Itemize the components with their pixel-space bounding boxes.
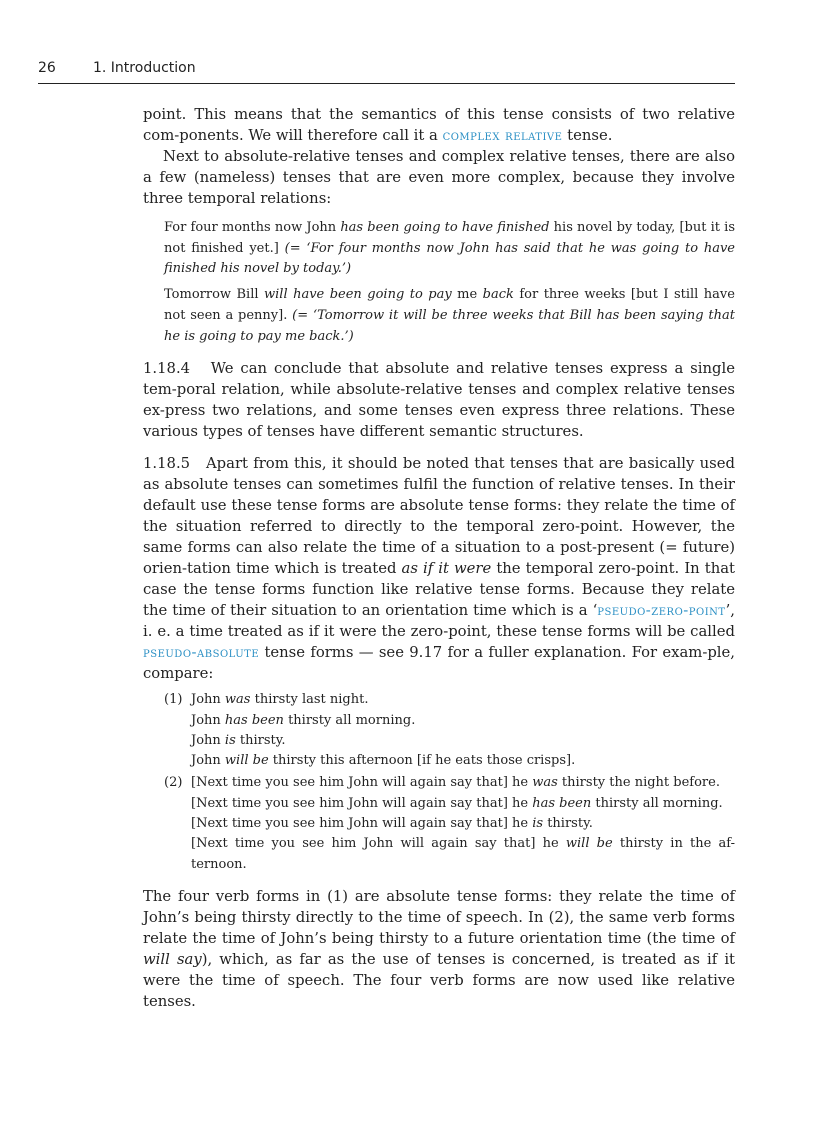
example-bill	[164, 285, 735, 347]
paragraph-1-18-4	[143, 358, 735, 442]
section-title: 1. Introduction	[93, 60, 196, 76]
text-run: the temporal zero-point. In that case the tense forms function like relative tense forms. Because they relate the time of their situation to an orientation time which is a ‘	[143, 560, 735, 620]
text-run: [Next time you see him John will again say that] he	[191, 836, 566, 852]
term-pseudo-absolute: pseudo-absolute	[143, 644, 260, 662]
text-run: Apart from this, it should be noted that tenses that are basically used as absolute tenses can sometimes fulfil the function of relative tenses. In their default use these tense forms are absolute tense forms: they relate the time of the situation referred to directly to the temporal zero-point. However, the same forms can also relate the time of a situation to a post-present (= future) orien-tation time which is treated	[143, 455, 735, 578]
text-run: ’, i. e. a time treated as if it were the zero-point, these tense forms will be called	[143, 602, 735, 641]
text-run: his novel by today, [but it is not finished yet.]	[164, 220, 735, 256]
italic-run: will say	[143, 950, 202, 968]
italic-run: (= ‘Tomorrow it will be three weeks that Bill has been saying that he is going to pay me back.’)	[164, 307, 735, 344]
example-line	[191, 731, 735, 751]
italic-run: has been	[224, 712, 284, 728]
text-run: tense forms — see 9.17 for a fuller explanation. For exam-ple, compare:	[143, 644, 735, 683]
example-line	[191, 773, 735, 793]
example-line	[191, 794, 735, 814]
italic-run: as if it were	[401, 560, 492, 578]
text-run: thirsty.	[235, 732, 286, 748]
italic-run: will be	[565, 836, 613, 852]
text-run: [Next time you see him John will again say that] he	[191, 795, 533, 811]
example-label: (2)	[164, 775, 183, 791]
term-complex-relative: complex relative	[442, 127, 563, 144]
section-number: 1.18.4	[143, 360, 191, 378]
paragraph-1-18-5	[143, 453, 735, 684]
italic-run: has been	[532, 795, 592, 811]
text-run: thirsty in the af-ternoon.	[191, 836, 735, 872]
text-run: John	[191, 712, 225, 728]
italic-run: was	[532, 775, 558, 791]
example-line	[191, 711, 735, 731]
italic-run: is	[224, 732, 236, 748]
text-run: thirsty all morning.	[283, 712, 416, 728]
text-run: For four months now John	[164, 220, 341, 235]
italic-run: is	[532, 816, 544, 831]
section-number: 1.18.5	[143, 455, 191, 473]
italic-run: will be	[224, 753, 269, 769]
text-run: point. This means that the semantics of this tense consists of two relative com-ponents. We will therefore call it a	[143, 106, 735, 144]
example-label: (1)	[164, 692, 183, 708]
text-run: me	[451, 287, 483, 303]
text-run: [Next time you see him John will again say that] he	[191, 816, 533, 831]
text-run: thirsty the night before.	[557, 775, 720, 791]
text-run: [Next time you see him John will again say that] he	[191, 775, 533, 791]
paragraph-three-relations: Next to absolute-relative tenses and complex relative tenses, there are also a few (nameless) tenses that are even more complex, because they involve three temporal relations:	[143, 148, 735, 207]
text-run: thirsty all morning.	[591, 795, 723, 811]
numbered-examples	[143, 690, 735, 875]
paragraph-conclusion	[143, 886, 735, 1012]
text-run: John	[191, 753, 225, 769]
text-run: Tomorrow Bill	[164, 287, 264, 303]
example-block	[143, 218, 735, 347]
paragraph-continuation	[143, 104, 735, 146]
numbered-example	[164, 690, 735, 771]
example-line	[191, 834, 735, 875]
text-run: for three weeks [but I still have not seen a penny].	[164, 287, 735, 323]
text-run: John	[191, 732, 225, 748]
text-run: We can conclude that absolute and relative tenses express a single tem-poral relation, while absolute-relative tenses and complex relative tenses ex-press two relations, and some tenses even express three relations. These various types of tenses have different semantic structures.	[143, 360, 735, 441]
text-run: The four verb forms in (1) are absolute tense forms: they relate the time of John’s being thirsty directly to the time of speech. In (2), the same verb forms relate the time of John’s being thirsty to a future orientation time (the time of	[143, 887, 735, 947]
page-number: 26	[38, 60, 56, 76]
text-run: John	[191, 692, 225, 708]
term-pseudo-zero-point: pseudo-zero-point	[597, 602, 726, 620]
example-line	[191, 751, 735, 771]
italic-run: has been going to have finished	[340, 220, 550, 235]
italic-run: will have been going to pay	[264, 287, 452, 303]
italic-run: (= ‘For four months now John has said that he was going to have finished his novel by today.’)	[164, 240, 736, 277]
text-run: thirsty.	[543, 816, 593, 831]
example-line	[191, 690, 735, 710]
numbered-example	[164, 773, 735, 874]
example-line	[191, 814, 735, 834]
text-run: tense.	[562, 127, 613, 144]
page-body	[143, 104, 735, 1012]
italic-run: back	[482, 287, 514, 303]
text-run: ), which, as far as the use of tenses is concerned, is treated as if it were the time of speech. The four verb forms are now used like relative tenses.	[143, 950, 735, 1010]
example-john	[164, 218, 735, 280]
text-run: thirsty this afternoon [if he eats those crisps].	[268, 753, 576, 769]
italic-run: was	[224, 692, 251, 708]
running-header	[38, 59, 735, 84]
text-run: thirsty last night.	[250, 692, 369, 708]
